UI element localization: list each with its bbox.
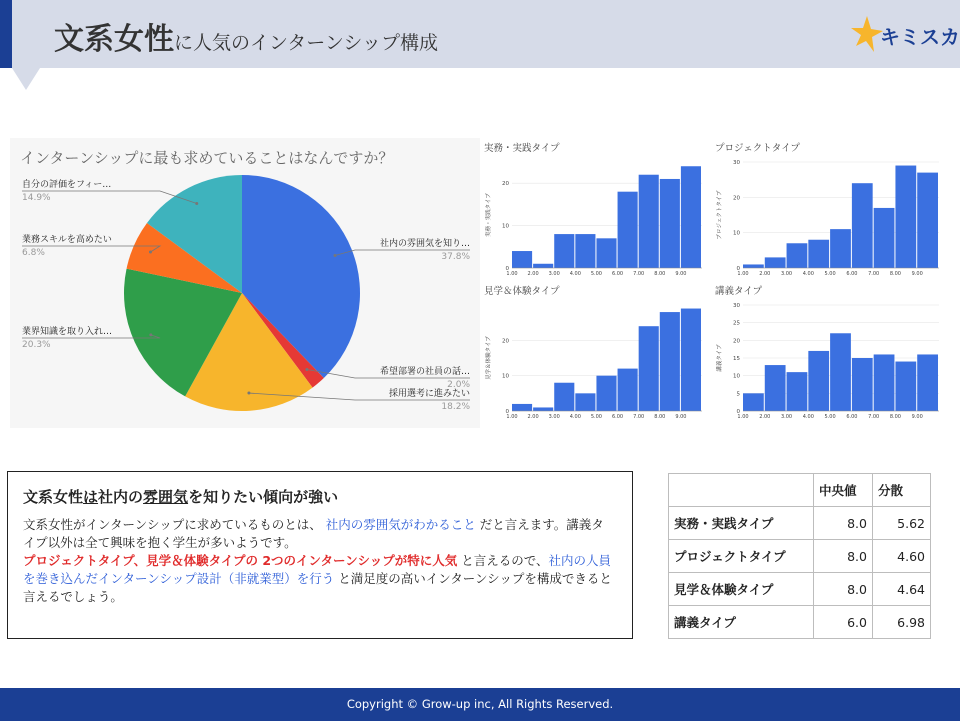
highlight-atmosphere: 社内の雰囲気がわかること (325, 517, 476, 532)
row-variance: 4.64 (873, 573, 931, 606)
x-tick-label: 1.00 (737, 271, 749, 277)
x-tick-label: 6.00 (846, 271, 858, 277)
bar (743, 393, 764, 411)
pie-slice-label: 希望部署の社員の話… (379, 367, 470, 377)
bar-chart-project (713, 140, 941, 280)
bar (917, 173, 938, 268)
bar-chart-title: プロジェクトタイプ (715, 143, 800, 154)
page-title (54, 14, 438, 58)
pie-leader-dot (334, 254, 337, 257)
x-tick-label: 3.00 (548, 414, 560, 420)
brand-logo-text: キミスカ (880, 25, 960, 49)
bar (787, 243, 808, 268)
pie-slice-pct: 18.2% (441, 402, 470, 412)
pie-leader-dot (149, 333, 152, 336)
row-name: 見学＆体験タイプ (669, 573, 814, 606)
pie-slice-pct: 20.3% (22, 340, 51, 350)
x-tick-label: 9.00 (911, 271, 923, 277)
table-row (669, 507, 931, 540)
bar (618, 192, 638, 268)
bar (575, 234, 595, 268)
x-tick-label: 7.00 (633, 414, 645, 420)
bar (596, 238, 616, 268)
x-tick-label: 2.00 (759, 414, 771, 420)
bar (575, 393, 595, 411)
bar (512, 251, 532, 268)
y-tick-label: 5 (736, 391, 740, 398)
x-tick-label: 7.00 (868, 271, 880, 277)
y-axis-label: 講義タイプ (717, 344, 723, 372)
table-row (669, 540, 931, 573)
row-median: 6.0 (814, 606, 873, 639)
x-tick-label: 8.00 (889, 414, 902, 420)
x-tick-label: 9.00 (675, 414, 687, 420)
bar (596, 376, 616, 411)
x-tick-label: 8.00 (654, 271, 666, 277)
y-axis-label: 実務・実践タイプ (486, 193, 492, 237)
x-tick-label: 1.00 (506, 271, 518, 277)
bar (895, 166, 916, 268)
bar (917, 354, 938, 411)
bar (874, 208, 895, 268)
y-tick-label: 10 (502, 223, 509, 230)
summary-heading: 文系女性は社内の雰囲気を知りたい傾向が強い (23, 488, 339, 506)
x-tick-label: 6.00 (611, 414, 624, 420)
summary-text: 文系女性がインターンシップに求めているものとは、 社内の雰囲気がわかること だと言えます。講義タイプ以外は全て興味を抱く学生が多いようです。 プロジェクトタイプ、見学＆体験タイプの 2つのインターンシップが特に人気 と言えるので、社内の人員を巻き込んだインターンシップ設計（非就業型）を行う と満足度の高いインターンシップを構成できると言えるでしょう。 (23, 517, 612, 604)
pie-slice-label: 採用選考に進みたい (388, 389, 470, 399)
pie-slice-pct: 14.9% (22, 193, 51, 203)
bar (765, 257, 786, 268)
pie-slice-label: 社内の雰囲気を知り… (379, 239, 470, 249)
bar (830, 333, 851, 411)
x-tick-label: 3.00 (548, 271, 560, 277)
y-tick-label: 0 (505, 266, 509, 272)
row-median: 8.0 (814, 540, 873, 573)
bar-chart-visit (482, 283, 704, 423)
y-tick-label: 20 (733, 338, 740, 345)
pie-chart-title: インターンシップに最も求めていることはなんですか？ (20, 149, 394, 167)
bar-chart-lecture (713, 283, 941, 423)
bar-chart-practical (482, 140, 704, 280)
y-tick-label: 10 (733, 230, 740, 237)
pie-slice-label: 自分の評価をフィー… (22, 180, 112, 190)
x-tick-label: 1.00 (506, 414, 518, 420)
row-name: 実務・実践タイプ (669, 507, 814, 540)
y-tick-label: 20 (502, 338, 509, 345)
y-tick-label: 10 (502, 373, 509, 380)
bar (681, 166, 701, 268)
bar (808, 240, 829, 268)
y-tick-label: 0 (736, 409, 740, 415)
x-tick-label: 5.00 (590, 271, 603, 277)
bar (554, 383, 574, 411)
table-row (669, 573, 931, 606)
y-tick-label: 15 (733, 356, 740, 362)
x-tick-label: 8.00 (889, 271, 902, 277)
y-tick-label: 0 (736, 266, 740, 272)
stats-corner-cell (669, 474, 814, 507)
x-tick-label: 4.00 (802, 414, 814, 420)
x-tick-label: 2.00 (527, 414, 539, 420)
bar (874, 354, 895, 411)
stats-col-median: 中央値 (814, 474, 873, 507)
row-name: プロジェクトタイプ (669, 540, 814, 573)
bar (852, 358, 873, 411)
x-tick-label: 4.00 (802, 271, 814, 277)
summary-box (7, 471, 633, 639)
bar (681, 309, 701, 411)
bar (830, 229, 851, 268)
row-name: 講義タイプ (669, 606, 814, 639)
x-tick-label: 3.00 (780, 271, 793, 277)
stats-col-variance: 分散 (873, 474, 931, 507)
page-title-rest: に人気のインターンシップ構成 (174, 32, 439, 54)
y-tick-label: 10 (733, 373, 740, 380)
x-tick-label: 6.00 (846, 414, 858, 420)
pie-slice-pct: 37.8% (441, 252, 470, 262)
pie-slice-pct: 6.8% (22, 248, 45, 258)
bar (852, 183, 873, 268)
pie-leader-dot (247, 392, 250, 395)
bar (895, 362, 916, 411)
x-tick-label: 8.00 (654, 414, 666, 420)
highlight-popular-types: プロジェクトタイプ、見学＆体験タイプの 2つのインターンシップが特に人気 (23, 553, 458, 568)
x-tick-label: 5.00 (824, 414, 836, 420)
bar-chart-title: 実務・実践タイプ (484, 143, 560, 154)
copyright-text: Copyright © Grow-up inc, All Rights Reserved. (346, 697, 614, 711)
x-tick-label: 7.00 (633, 271, 645, 277)
x-tick-label: 4.00 (569, 414, 581, 420)
x-tick-label: 2.00 (759, 271, 771, 277)
pie-slice-label: 業界知識を取り入れ… (22, 327, 113, 337)
bar (660, 312, 680, 411)
x-tick-label: 3.00 (780, 414, 793, 420)
pie-slice-label: 業務スキルを高めたい (22, 235, 112, 245)
y-tick-label: 30 (733, 160, 740, 166)
y-axis-label: プロジェクトタイプ (717, 190, 723, 240)
x-tick-label: 7.00 (868, 414, 880, 420)
footer (0, 688, 960, 721)
row-median: 8.0 (814, 573, 873, 606)
x-tick-label: 9.00 (911, 414, 923, 420)
pie-leader-dot (195, 202, 198, 205)
stats-table (668, 473, 931, 639)
pie-leader-dot (305, 368, 308, 371)
page-title-main: 文系女性 (54, 22, 174, 57)
row-variance: 4.60 (873, 540, 931, 573)
bar (618, 369, 638, 411)
bar (639, 175, 659, 268)
y-tick-label: 20 (733, 195, 740, 202)
bar (660, 179, 680, 268)
pie-chart (10, 138, 480, 428)
bar (533, 407, 553, 411)
pie-slice-pct: 2.0% (447, 380, 470, 390)
brand-logo (850, 14, 960, 54)
x-tick-label: 1.00 (737, 414, 749, 420)
y-tick-label: 0 (505, 409, 509, 415)
bar-chart-title: 見学＆体験タイプ (484, 286, 560, 297)
x-tick-label: 6.00 (611, 271, 624, 277)
bar (512, 404, 532, 411)
header-tail (0, 0, 60, 100)
x-tick-label: 9.00 (675, 271, 687, 277)
bar (533, 264, 553, 268)
y-tick-label: 30 (733, 303, 740, 309)
row-variance: 5.62 (873, 507, 931, 540)
table-row (669, 606, 931, 639)
stats-header-row (669, 474, 931, 507)
bar (554, 234, 574, 268)
bar (787, 372, 808, 411)
row-variance: 6.98 (873, 606, 931, 639)
row-median: 8.0 (814, 507, 873, 540)
bar (743, 264, 764, 268)
x-tick-label: 5.00 (824, 271, 836, 277)
x-tick-label: 5.00 (590, 414, 603, 420)
pie-chart-panel (10, 138, 480, 428)
star-logo-icon (850, 14, 884, 54)
x-tick-label: 2.00 (527, 271, 539, 277)
x-tick-label: 4.00 (569, 271, 581, 277)
bar (639, 326, 659, 411)
bar (808, 351, 829, 411)
highlight-design: 社内の人員を巻き込んだインターンシップ設計（非就業型）を行う (23, 553, 612, 586)
bar-chart-title: 講義タイプ (715, 286, 763, 297)
y-tick-label: 25 (733, 320, 740, 327)
pie-leader-dot (149, 251, 152, 254)
y-axis-label: 見学＆体験タイプ (486, 336, 492, 380)
y-tick-label: 20 (502, 181, 509, 188)
bar (765, 365, 786, 411)
